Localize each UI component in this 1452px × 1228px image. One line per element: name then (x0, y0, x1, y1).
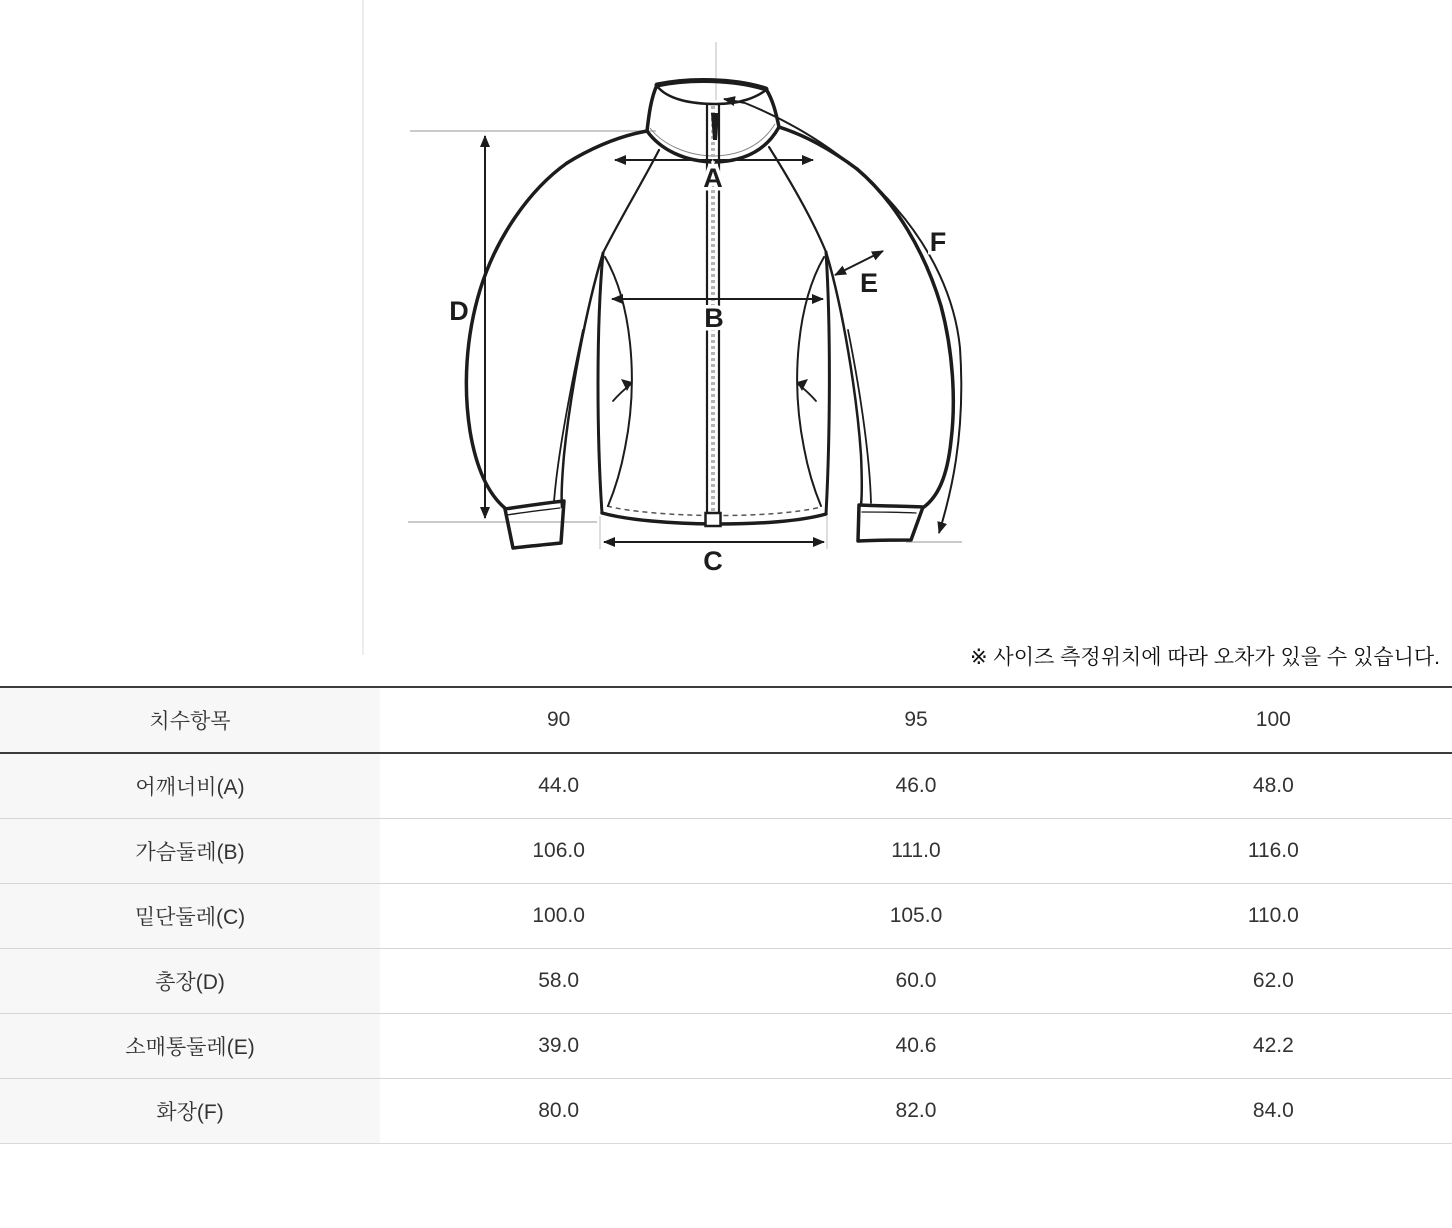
size-value: 84.0 (1095, 1079, 1452, 1144)
row-label: 총장(D) (0, 949, 380, 1014)
table-row-total-length (0, 949, 1452, 1014)
label-B: B (704, 303, 724, 333)
label-E: E (859, 268, 879, 298)
row-label: 가슴둘레(B) (0, 819, 380, 884)
size-value: 48.0 (1252, 774, 1294, 797)
label-D: D (449, 296, 469, 326)
header-size-90: 90 (380, 687, 737, 753)
size-tolerance-note: ※ 사이즈 측정위치에 따라 오차가 있을 수 있습니다. (970, 646, 1440, 669)
size-value: 110.0 (1095, 884, 1452, 949)
measurement-labels (449, 163, 946, 576)
size-table (0, 686, 1452, 1144)
size-table-header-row (0, 687, 1452, 753)
label-F: F (929, 227, 947, 257)
size-value: 60.0 (737, 949, 1094, 1014)
table-row-hem (0, 884, 1452, 949)
label-A: A (703, 163, 723, 193)
header-size-100: 100 (1095, 687, 1452, 753)
row-label: 소매통둘레(E) (0, 1014, 380, 1079)
size-value: 111.0 (737, 819, 1094, 884)
size-value: 58.0 (380, 949, 737, 1014)
size-value: 44.0 (538, 774, 580, 797)
size-value: 62.0 (1095, 949, 1452, 1014)
size-value: 46.0 (895, 774, 937, 797)
size-value: 106.0 (380, 819, 737, 884)
row-label: 화장(F) (0, 1079, 380, 1144)
size-value: 80.0 (380, 1079, 737, 1144)
size-value: 82.0 (737, 1079, 1094, 1144)
table-row-shoulder-width (0, 753, 1452, 819)
arrow-sleeve-length-F-curve (745, 103, 961, 533)
table-row-sleeve-length (0, 1079, 1452, 1144)
row-label: 밑단둘레(C) (0, 884, 380, 949)
header-item-label: 치수항목 (0, 687, 380, 753)
table-row-chest (0, 819, 1452, 884)
size-value: 40.6 (737, 1014, 1094, 1079)
header-size-95: 95 (737, 687, 1094, 753)
size-value: 105.0 (737, 884, 1094, 949)
size-value: 100.0 (380, 884, 737, 949)
size-value: 116.0 (1095, 819, 1452, 884)
size-value: 42.2 (1095, 1014, 1452, 1079)
label-C: C (703, 546, 723, 576)
table-row-sleeve-width (0, 1014, 1452, 1079)
guide-lines (408, 42, 962, 549)
size-value: 39.0 (380, 1014, 737, 1079)
row-label: 어깨너비(A) (0, 753, 380, 819)
